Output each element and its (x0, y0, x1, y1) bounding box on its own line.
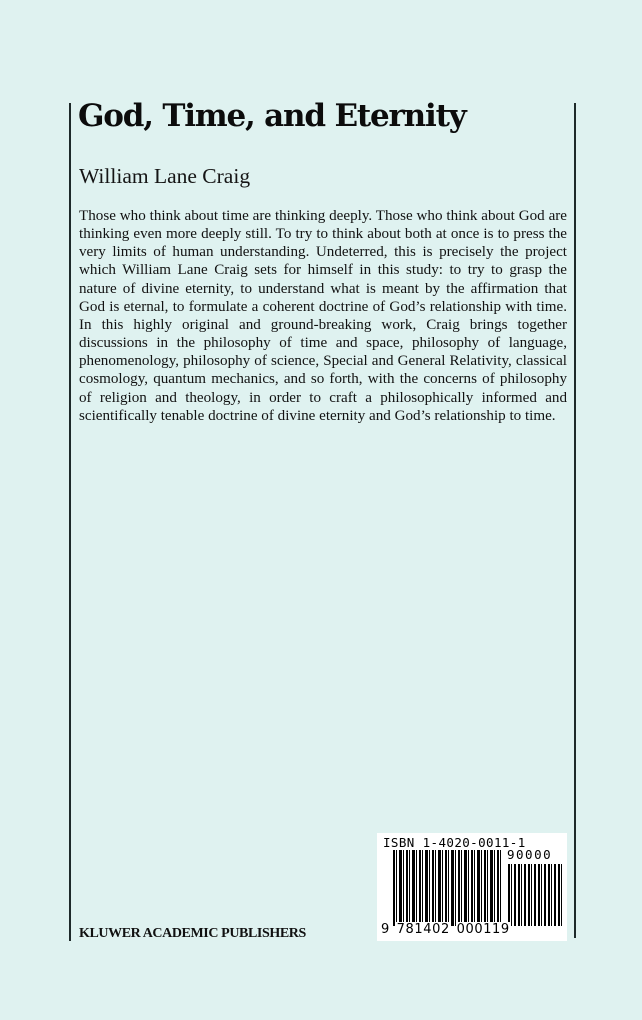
isbn-barcode (377, 833, 567, 941)
barcode-bars-addon (508, 864, 563, 926)
ean-right-group: 000119 (456, 922, 510, 937)
book-title: God, Time, and Eternity (78, 98, 466, 134)
left-rule-line (69, 103, 71, 941)
ean-left-group: 781402 (396, 922, 450, 937)
ean-first-digit: 9 (381, 922, 390, 937)
publisher-name: KLUWER ACADEMIC PUBLISHERS (79, 926, 306, 941)
book-description: Those who think about time are thinking deeply. Those who think about God are thinking even more deeply still. To try to think about both at once is to press the very limits of human understanding. Undeterred, this is precisely the project which William Lane Craig sets for himself in this study: to try to grasp the nature of divine eternity, to understand what is meant by the affirmation that God is eternal, to formulate a coherent doctrine of God’s relationship with time. In this highly original and ground-breaking work, Craig brings together discussions in the philosophy of time and space, philosophy of language, phenomenology, philosophy of science, Special and General Relativity, classical cosmology, quantum mechanics, and so forth, with the concerns of philosophy of religion and theology, in order to craft a philosophically informed and scientifically tenable doctrine of divine eternity and God’s relationship to time. (79, 208, 567, 424)
right-rule-line (574, 103, 576, 938)
ean-digits (380, 922, 511, 937)
author-name: William Lane Craig (79, 164, 251, 188)
barcode-bars-main (393, 850, 501, 926)
price-code: 90000 (507, 847, 553, 862)
isbn-label: ISBN 1-4020-0011-1 (383, 835, 526, 850)
